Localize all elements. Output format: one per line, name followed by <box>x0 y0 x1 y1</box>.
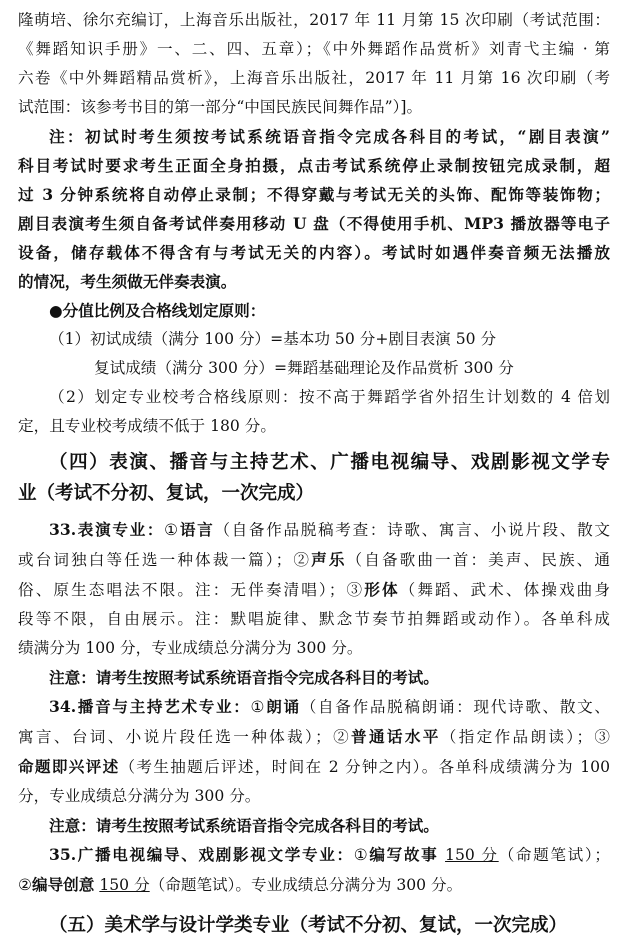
item-number: 34.播音与主持艺术专业： <box>49 697 251 716</box>
text-line: 分，专业成绩总分满分为 300 分。 <box>18 787 261 805</box>
text-run: （命题笔试）； <box>498 846 610 864</box>
heading-line: 业（考试不分初、复试，一次完成） <box>18 483 315 504</box>
text-line: （1）初试成绩（满分 100 分）=基本功 50 分+剧目表演 50 分 <box>49 330 497 348</box>
text-line: 绩满分为 100 分，专业成绩总分满分为 300 分。 <box>18 639 363 657</box>
subject-name: 语言 <box>179 520 215 539</box>
text-run: 俗、原生态唱法不限。注：无伴奏清唱）；③ <box>18 581 365 599</box>
text-run: 或台词独白等任选一种体裁一篇）；② <box>18 551 312 569</box>
text-run: 寓言、台词、小说片段任选一种体裁）；② <box>18 728 352 746</box>
text-line <box>18 692 610 722</box>
item-33 <box>18 515 610 692</box>
text-line: 段等不限，自由展示。注：默唱旋律、默念节奏节拍舞蹈或动作）。各单科成 <box>18 610 610 628</box>
text-line: 注：初试时考生须按考试系统语音指令完成各科目的考试，“剧目表演” <box>49 127 610 146</box>
text-line: 科目考试时要求考生正面全身拍摄，点击考试系统停止录制按钮完成录制，超 <box>18 156 610 175</box>
text-line <box>18 545 610 575</box>
section-heading-5 <box>18 910 610 941</box>
text-line: 《舞蹈知识手册》一、二、四、五章）；《中外舞蹈作品赏析》刘青弋主编 · 第 <box>18 40 610 58</box>
score-value: 150 分 <box>99 876 150 894</box>
ordinal: ② <box>18 876 32 894</box>
score-value: 150 分 <box>445 846 499 864</box>
text-run: （自备歌曲一首：美声、民族、通 <box>346 551 610 569</box>
subject-name: 编导创意 <box>31 875 95 894</box>
text-run: （自备作品脱稿朗诵：现代诗歌、散文、 <box>300 698 610 716</box>
item-note: 注意：请考生按照考试系统语音指令完成各科目的考试。 <box>49 668 439 687</box>
exam-note-paragraph <box>18 122 610 296</box>
subject-name: 朗诵 <box>266 697 301 716</box>
text-run: （指定作品朗读）；③ <box>440 728 610 746</box>
text-run: （舞蹈、武术、体操戏曲身 <box>399 581 610 599</box>
text-run: （自备作品脱稿考查：诗歌、寓言、小说片段、散文 <box>214 521 610 539</box>
text-line <box>18 840 610 870</box>
ordinal: ① <box>164 521 180 539</box>
text-line: 定，且专业校考成绩不低于 180 分。 <box>18 417 276 435</box>
text-line: 复试成绩（满分 300 分）=舞蹈基础理论及作品赏析 300 分 <box>94 359 514 377</box>
subject-name: 声乐 <box>311 550 347 569</box>
subject-name: 命题即兴评述 <box>18 757 120 776</box>
subject-name: 普通话水平 <box>351 727 441 746</box>
text-line <box>18 870 610 900</box>
text-line: 试范围：该参考书目的第一部分“中国民族民间舞作品”）]。 <box>18 98 423 116</box>
subject-name: 形体 <box>364 580 400 599</box>
reference-paragraph <box>18 6 610 122</box>
text-line: 隆萌培、徐尔充编订，上海音乐出版社，2017 年 11 月第 15 次印刷（考试范围： <box>18 11 610 29</box>
item-note: 注意：请考生按照考试系统语音指令完成各科目的考试。 <box>49 816 439 835</box>
text-line <box>18 752 610 782</box>
text-line <box>18 575 610 605</box>
item-34 <box>18 692 610 840</box>
ordinal: ① <box>353 846 370 864</box>
text-line: 六卷《中外舞蹈精品赏析》，上海音乐出版社，2017 年 11 月第 16 次印刷（考 <box>18 69 610 87</box>
text-line: 设备，储存载体不得含有与考试无关的内容）。考试时如遇伴奏音频无法播放 <box>18 243 610 262</box>
heading-line: （五）美术学与设计学类专业（考试不分初、复试，一次完成） <box>49 915 568 936</box>
item-number: 35.广播电视编导、戏剧影视文学专业： <box>49 845 354 864</box>
subject-name: 编写故事 <box>369 845 439 864</box>
heading-line: （四）表演、播音与主持艺术、广播电视编导、戏剧影视文学专 <box>49 452 610 473</box>
ordinal: ① <box>250 698 267 716</box>
text-line <box>18 515 610 545</box>
text-run: （命题笔试）。专业成绩总分满分为 300 分。 <box>149 876 463 894</box>
text-line <box>18 722 610 752</box>
section-heading-4 <box>18 447 610 509</box>
text-line: 的情况，考生须做无伴奏表演。 <box>18 272 237 291</box>
score-rules <box>18 296 610 441</box>
score-rules-title: ●分值比例及合格线划定原则： <box>49 301 266 320</box>
text-run: （考生抽题后评述，时间在 2 分钟之内）。各单科成绩满分为 100 <box>119 758 610 776</box>
item-number: 33.表演专业： <box>49 520 165 539</box>
text-line: （2）划定专业校考合格线原则：按不高于舞蹈学省外招生计划数的 4 倍划 <box>49 388 610 406</box>
item-35 <box>18 840 610 900</box>
text-line: 过 3 分钟系统将自动停止录制；不得穿戴与考试无关的头饰、配饰等装饰物； <box>18 185 610 204</box>
text-line: 剧目表演考生须自备考试伴奏用移动 U 盘（不得使用手机、MP3 播放器等电子 <box>18 214 610 233</box>
